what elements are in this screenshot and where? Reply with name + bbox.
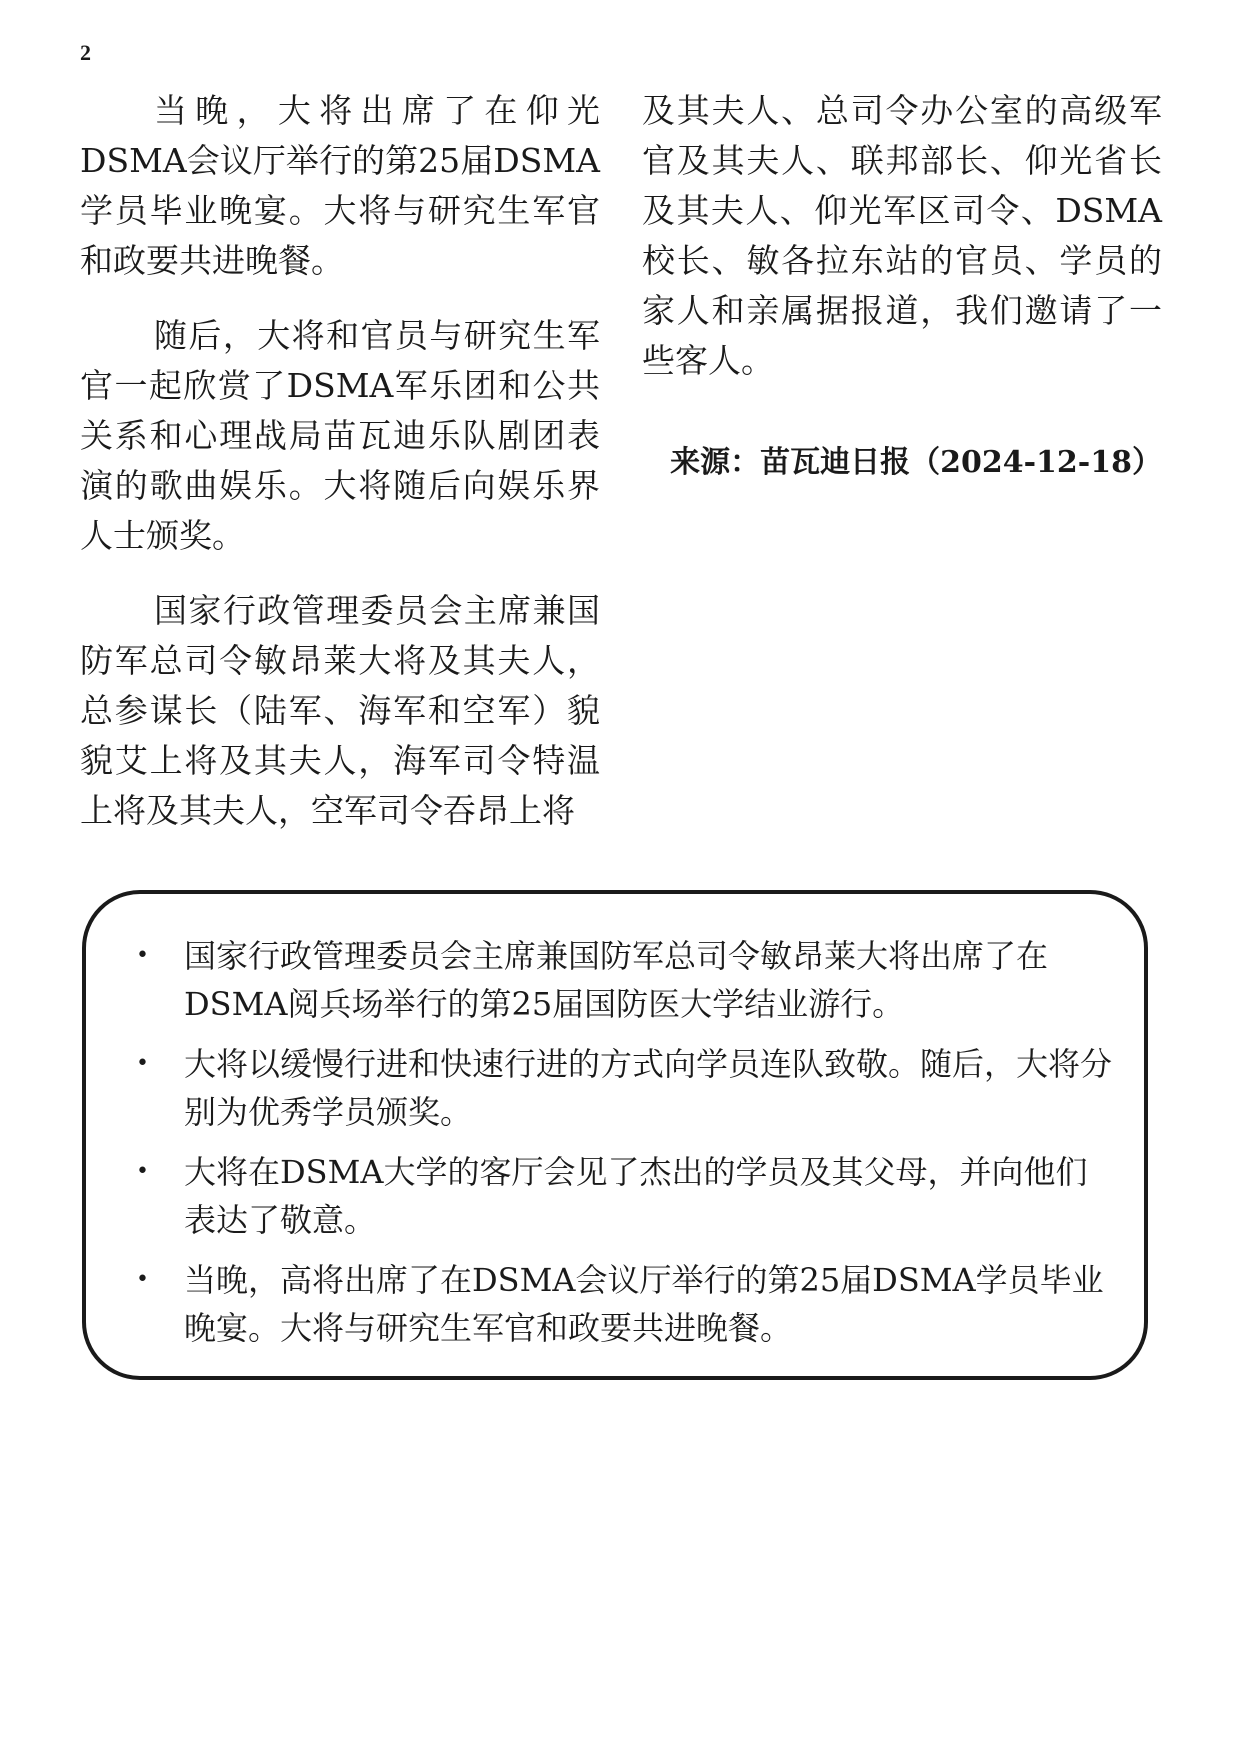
paragraph-banquet: 当晚，大将出席了在仰光DSMA会议厅举行的第25届DSMA学员毕业晚宴。大将与研究生军官和政要共进晚餐。: [80, 91, 600, 280]
right-column: [642, 86, 1162, 488]
summary-item: [116, 1256, 1114, 1352]
bullet-icon: •: [136, 1159, 149, 1184]
bullet-icon: •: [136, 943, 149, 968]
paragraph-entertainment: 随后，大将和官员与研究生军官一起欣赏了DSMA军乐团和公共关系和心理战局苗瓦迪乐队剧团表演的歌曲娱乐。大将随后向娱乐界人士颁奖。: [80, 316, 600, 555]
page-number: 2: [80, 40, 91, 65]
bullet-icon: •: [136, 1051, 149, 1076]
paragraph-attendees-continued: 及其夫人、总司令办公室的高级军官及其夫人、联邦部长、仰光省长及其夫人、仰光军区司令、DSMA校长、敏各拉东站的官员、学员的家人和亲属据报道，我们邀请了一些客人。: [642, 91, 1162, 380]
summary-item-text: 大将以缓慢行进和快速行进的方式向学员连队致敬。随后，大将分别为优秀学员颁奖。: [184, 1045, 1113, 1131]
summary-item-text: 当晚，高将出席了在DSMA会议厅举行的第25届DSMA学员毕业晚宴。大将与研究生军官和政要共进晚餐。: [184, 1261, 1104, 1347]
summary-item-text: 大将在DSMA大学的客厅会见了杰出的学员及其父母，并向他们表达了敬意。: [184, 1153, 1088, 1239]
left-column: [80, 86, 600, 861]
summary-list: [116, 932, 1114, 1352]
summary-box: [82, 890, 1148, 1380]
summary-item: [116, 932, 1114, 1028]
bullet-icon: •: [136, 1267, 149, 1292]
paragraph-attendees: 国家行政管理委员会主席兼国防军总司令敏昂莱大将及其夫人，总参谋长（陆军、海军和空军）貌貌艾上将及其夫人，海军司令特温上将及其夫人，空军司令吞昂上将: [80, 591, 600, 830]
summary-item-text: 国家行政管理委员会主席兼国防军总司令敏昂莱大将出席了在DSMA阅兵场举行的第25届国防医大学结业游行。: [184, 937, 1049, 1023]
summary-item: [116, 1040, 1114, 1136]
summary-item: [116, 1148, 1114, 1244]
source-citation: 来源：苗瓦迪日报（2024-12-18）: [670, 445, 1162, 480]
